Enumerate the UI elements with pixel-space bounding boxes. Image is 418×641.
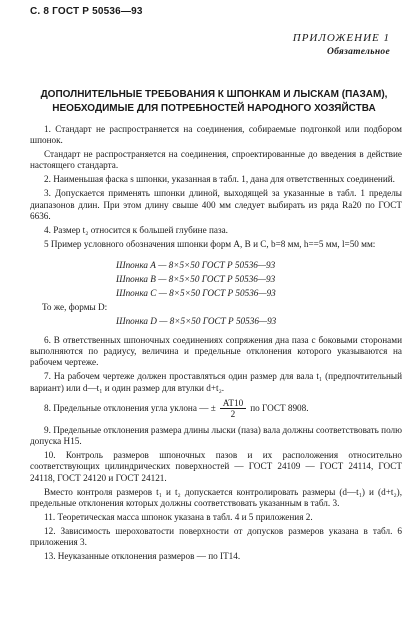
- angle-tolerance-fraction: [220, 398, 246, 419]
- paragraph-1: 1. Стандарт не распространяется на соединения, собираемые подгонкой или подбором шпонок.: [30, 124, 402, 146]
- same-form-d-label: То же, формы D:: [42, 301, 108, 312]
- designation-c: Шпонка С — 8×5×50 ГОСТ Р 50536—93: [116, 287, 276, 298]
- section-title: ДОПОЛНИТЕЛЬНЫЕ ТРЕБОВАНИЯ К ШПОНКАМ И ЛЫСКАМ (ПАЗАМ), НЕОБХОДИМЫЕ ДЛЯ ПОТРЕБНОСТЕЙ НАРОДНОГО ХОЗЯЙСТВА: [40, 89, 388, 114]
- paragraph-7: 7. На рабочем чертеже должен проставляться один размер для вала t₁ (предпочтительный вариант) или d—t₁ и один размер для втулки d+t₂.: [30, 371, 402, 393]
- paragraph-10b: Вместо контроля размеров t₁ и t₂ допускается контролировать размеры (d—t₁) и (d+t₂), предельные отклонения которых должны соответствовать указанным в табл. 3.: [30, 486, 402, 508]
- fraction-denominator: 2: [230, 408, 236, 419]
- fraction-numerator: AT10: [220, 398, 246, 409]
- page-header: С. 8 ГОСТ Р 50536—93: [30, 6, 143, 17]
- paragraph-8: [30, 398, 402, 419]
- paragraph-8-ref: по ГОСТ 8908.: [250, 402, 309, 413]
- paragraph-1b: Стандарт не распространяется на соединения, спроектированные до введения в действие настоящего стандарта.: [30, 149, 402, 171]
- paragraph-4: 4. Размер t₂ относится к большей глубине паза.: [44, 224, 228, 235]
- designation-d: Шпонка D — 8×5×50 ГОСТ Р 50536—93: [116, 315, 277, 326]
- paragraph-5: 5 Пример условного обозначения шпонки форм А, В и С, b=8 мм, h==5 мм, l=50 мм:: [44, 238, 376, 249]
- paragraph-3: 3. Допускается применять шпонки длиной, выходящей за указанные в табл. 1 пределы диапазонов длин. При этом длину свыше 400 мм следует выбирать из ряда Ra20 по ГОСТ 6636.: [30, 188, 402, 221]
- designation-b: Шпонка В — 8×5×50 ГОСТ Р 50536—93: [116, 273, 276, 284]
- paragraph-6: 6. В ответственных шпоночных соединениях сопряжения дна паза с боковыми сторонами выполняются по радиусу, величина и предельные отклонения которого указываются на рабочем чертеже.: [30, 334, 402, 368]
- paragraph-11: 11. Теоретическая масса шпонок указана в табл. 4 и 5 приложения 2.: [44, 511, 313, 522]
- paragraph-8-text: 8. Предельные отклонения угла уклона — ±: [44, 402, 216, 413]
- appendix-title: ПРИЛОЖЕНИЕ 1: [292, 32, 390, 44]
- document-body: [30, 124, 402, 565]
- paragraph-12: 12. Зависимость шероховатости поверхности от допусков размеров указана в табл. 6 приложения 3.: [30, 525, 402, 547]
- paragraph-10: 10. Контроль размеров шпоночных пазов и их расположения относительно соответствующих цилиндрических поверхностей — ГОСТ 24109 — ГОСТ 24114, ГОСТ 24118, ГОСТ 24120 и ГОСТ 24121.: [30, 450, 402, 483]
- paragraph-2: 2. Наименьшая фаска s шпонки, указанная в табл. 1, дана для ответственных соединений.: [44, 174, 395, 185]
- appendix-subtitle: Обязательное: [326, 47, 390, 57]
- appendix-label: [293, 32, 390, 57]
- paragraph-13: 13. Неуказанные отклонения размеров — по IT14.: [44, 550, 241, 561]
- paragraph-9: 9. Предельные отклонения размера длины лыски (паза) вала должны соответствовать полю допуска H15.: [30, 424, 402, 447]
- designation-a: Шпонка А — 8×5×50 ГОСТ Р 50536—93: [116, 259, 276, 270]
